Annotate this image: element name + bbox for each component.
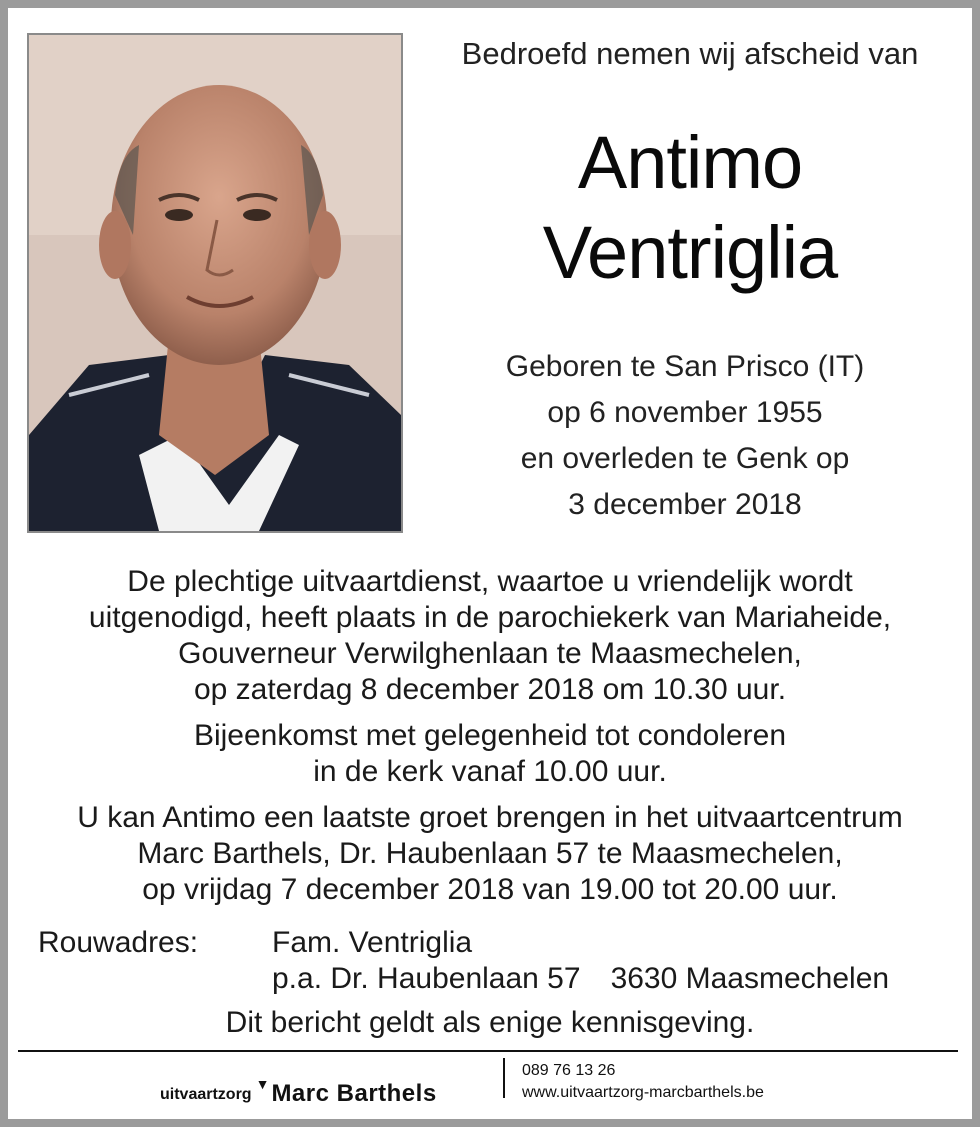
birth-line: en overleden te Genk op: [520, 442, 850, 475]
visit-line: Marc Barthels, Dr. Haubenlaan 57 te Maasmechelen,: [137, 837, 843, 870]
website-link[interactable]: www.uitvaartzorg-marcbarthels.be: [522, 1084, 764, 1101]
gathering-line: in de kerk vanaf 10.00 uur.: [313, 755, 667, 788]
gathering-line: Bijeenkomst met gelegenheid tot condoleren: [193, 719, 787, 752]
service-line: Gouverneur Verwilghenlaan te Maasmechelen,: [178, 637, 802, 670]
gathering-paragraph: [20, 718, 960, 790]
birth-line: Geboren te San Prisco (IT): [505, 350, 865, 383]
first-name: Antimo: [577, 121, 803, 204]
funeral-home-logo: [160, 1068, 437, 1108]
service-paragraph: [20, 564, 960, 708]
birth-line: 3 december 2018: [568, 488, 802, 521]
notice-text: Dit bericht geldt als enige kennisgeving.: [225, 1006, 755, 1039]
logo-name: Marc Barthels: [271, 1080, 437, 1107]
deceased-name: [420, 118, 960, 298]
footer-separator: [503, 1058, 505, 1098]
birth-death-info: [420, 344, 950, 528]
address-family: Fam. Ventriglia: [272, 926, 473, 959]
service-line: op zaterdag 8 december 2018 om 10.30 uur.: [193, 673, 787, 706]
intro-text: Bedroefd nemen wij afscheid van: [461, 36, 919, 71]
visit-line: op vrijdag 7 december 2018 van 19.00 tot 20.00 uur.: [142, 873, 838, 906]
contact-info: [522, 1060, 764, 1104]
address-city: 3630 Maasmechelen: [610, 962, 890, 995]
logo-triangle-icon: ▼: [255, 1076, 270, 1092]
birth-line: op 6 november 1955: [547, 396, 823, 429]
logo-small-text: uitvaartzorg: [160, 1086, 252, 1103]
portrait-photo: [27, 33, 403, 533]
service-line: uitgenodigd, heeft plaats in de parochiekerk van Mariaheide,: [88, 601, 892, 634]
phone-number: 089 76 13 26: [522, 1062, 616, 1079]
address-street: p.a. Dr. Haubenlaan 57: [272, 962, 581, 995]
visit-paragraph: [20, 800, 960, 908]
address-label: Rouwadres:: [38, 926, 199, 959]
footer-divider: [18, 1050, 958, 1052]
service-line: De plechtige uitvaartdienst, waartoe u vriendelijk wordt: [127, 565, 853, 598]
visit-line: U kan Antimo een laatste groet brengen in het uitvaartcentrum: [77, 801, 903, 834]
last-name: Ventriglia: [542, 211, 838, 294]
address-street-city: [272, 962, 889, 996]
